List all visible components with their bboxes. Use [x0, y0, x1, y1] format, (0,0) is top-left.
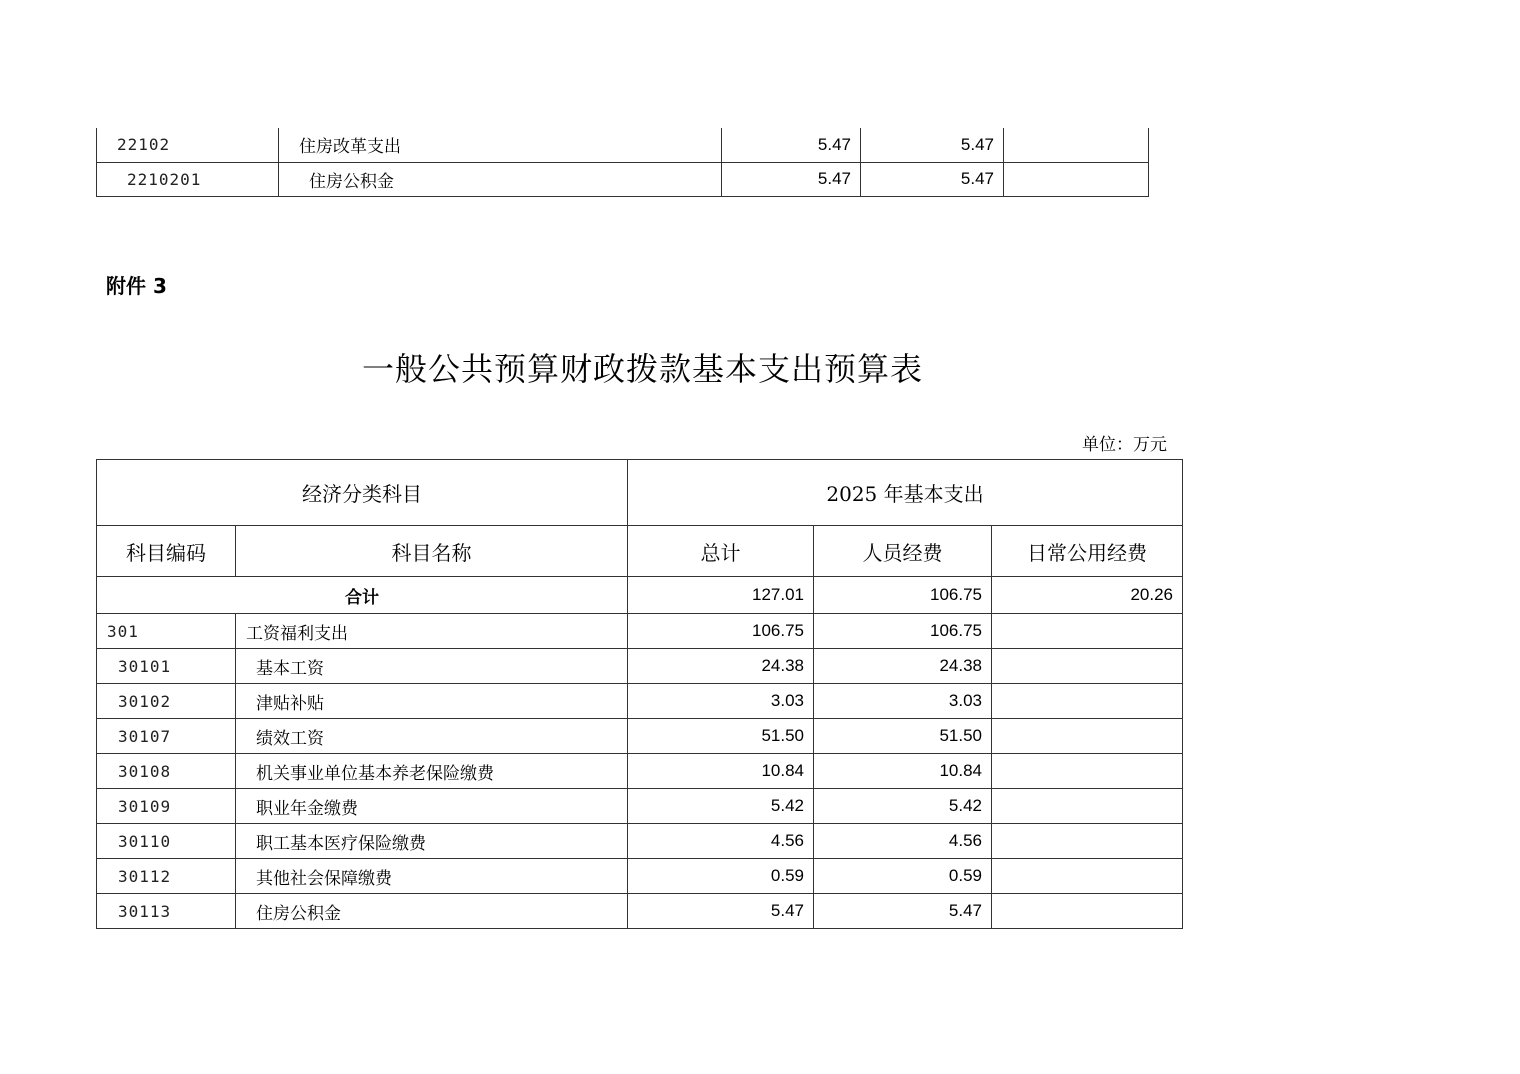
- public-cell: [992, 614, 1183, 649]
- total-cell: 0.59: [628, 859, 814, 894]
- value-cell: 5.47: [722, 162, 861, 196]
- header-total: 总计: [628, 526, 814, 577]
- account-name: 住房公积金: [236, 894, 628, 929]
- table-row: [97, 894, 1183, 929]
- table-row: [97, 649, 1183, 684]
- total-cell: 24.38: [628, 649, 814, 684]
- public-cell: [992, 789, 1183, 824]
- table-row: [97, 789, 1183, 824]
- account-code: 30107: [97, 719, 236, 754]
- header-personnel: 人员经费: [814, 526, 992, 577]
- header-row: [97, 526, 1183, 577]
- total-cell: 51.50: [628, 719, 814, 754]
- table-row: [97, 128, 1149, 162]
- page-title: 一般公共预算财政拨款基本支出预算表: [362, 350, 924, 388]
- total-cell: 5.42: [628, 789, 814, 824]
- personnel-cell: 3.03: [814, 684, 992, 719]
- account-code: 30113: [97, 894, 236, 929]
- personnel-cell: 51.50: [814, 719, 992, 754]
- account-code: 30112: [97, 859, 236, 894]
- account-code: 30101: [97, 649, 236, 684]
- account-name: 工资福利支出: [236, 614, 628, 649]
- personnel-cell: 5.42: [814, 789, 992, 824]
- total-cell: 10.84: [628, 754, 814, 789]
- total-label: 合计: [97, 577, 628, 614]
- total-cell: 106.75: [628, 614, 814, 649]
- value-cell: 5.47: [722, 128, 861, 162]
- table-row: [97, 162, 1149, 196]
- account-name: 住房改革支出: [279, 128, 722, 162]
- attachment-label: 附件 3: [106, 274, 167, 298]
- account-code: 30102: [97, 684, 236, 719]
- header-economic-category: 经济分类科目: [97, 460, 628, 526]
- table-row: [97, 824, 1183, 859]
- header-row: [97, 460, 1183, 526]
- public-cell: [992, 719, 1183, 754]
- budget-table: [96, 459, 1183, 929]
- table-row: [97, 859, 1183, 894]
- table-row: [97, 684, 1183, 719]
- personnel-cell: 0.59: [814, 859, 992, 894]
- personnel-cell: 4.56: [814, 824, 992, 859]
- account-code: 30109: [97, 789, 236, 824]
- account-name: 其他社会保障缴费: [236, 859, 628, 894]
- public-cell: [992, 824, 1183, 859]
- total-personnel: 106.75: [814, 577, 992, 614]
- public-cell: [992, 684, 1183, 719]
- total-cell: 5.47: [628, 894, 814, 929]
- value-cell: [1004, 128, 1149, 162]
- table-row: [97, 754, 1183, 789]
- personnel-cell: 10.84: [814, 754, 992, 789]
- account-code: 301: [97, 614, 236, 649]
- account-name: 基本工资: [236, 649, 628, 684]
- table-row: [97, 719, 1183, 754]
- personnel-cell: 106.75: [814, 614, 992, 649]
- value-cell: 5.47: [861, 162, 1004, 196]
- account-name: 住房公积金: [279, 162, 722, 196]
- total-cell: 4.56: [628, 824, 814, 859]
- table-row: [97, 614, 1183, 649]
- account-code: 22102: [97, 128, 279, 162]
- account-name: 职工基本医疗保险缴费: [236, 824, 628, 859]
- header-public: 日常公用经费: [992, 526, 1183, 577]
- public-cell: [992, 649, 1183, 684]
- unit-label: 单位：万元: [1082, 435, 1167, 455]
- account-code: 30110: [97, 824, 236, 859]
- public-cell: [992, 754, 1183, 789]
- account-code: 30108: [97, 754, 236, 789]
- account-code: 2210201: [97, 162, 279, 196]
- public-cell: [992, 894, 1183, 929]
- account-name: 津贴补贴: [236, 684, 628, 719]
- personnel-cell: 5.47: [814, 894, 992, 929]
- account-name: 职业年金缴费: [236, 789, 628, 824]
- account-name: 机关事业单位基本养老保险缴费: [236, 754, 628, 789]
- total-cell: 3.03: [628, 684, 814, 719]
- personnel-cell: 24.38: [814, 649, 992, 684]
- total-value: 127.01: [628, 577, 814, 614]
- previous-table: [96, 128, 1149, 197]
- total-public: 20.26: [992, 577, 1183, 614]
- header-name: 科目名称: [236, 526, 628, 577]
- header-code: 科目编码: [97, 526, 236, 577]
- header-basic-expenditure: 2025 年基本支出: [628, 460, 1183, 526]
- public-cell: [992, 859, 1183, 894]
- total-row: [97, 577, 1183, 614]
- value-cell: 5.47: [861, 128, 1004, 162]
- value-cell: [1004, 162, 1149, 196]
- account-name: 绩效工资: [236, 719, 628, 754]
